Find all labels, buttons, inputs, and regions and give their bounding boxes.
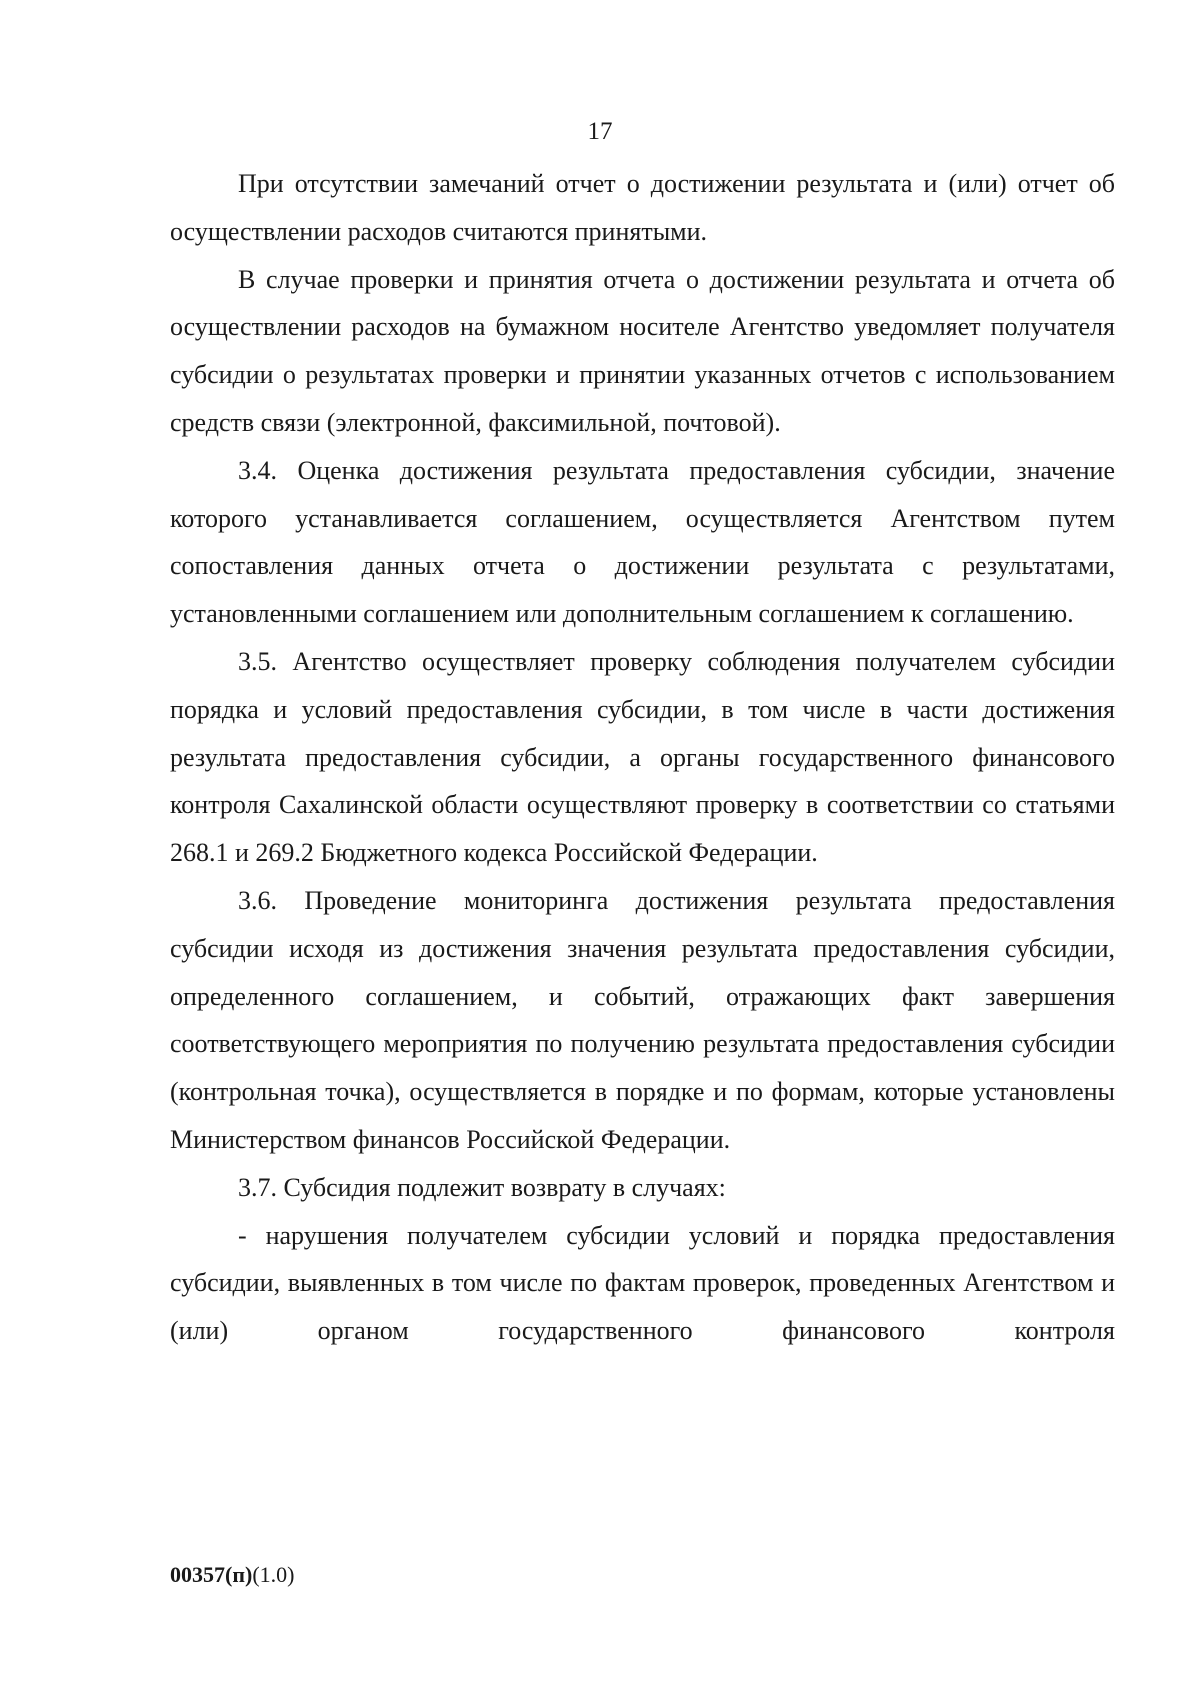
paragraph-3-6: 3.6. Проведение мониторинга достижения результата предоставления субсидии исходя из достижения значения результата предоставления субсидии, определенного соглашением, и событий, отражающих факт завершения соответствующего мероприятия по получению результата предоставления субсидии (контрольная точка), осуществляется в порядке и по формам, которые установлены Министерством финансов Российской Федерации. — [170, 885, 1115, 1154]
document-code-version: (1.0) — [252, 1562, 295, 1587]
paragraph-3-4: 3.4. Оценка достижения результата предоставления субсидии, значение которого устанавливается соглашением, осуществляется Агентством путем сопоставления данных отчета о достижении результата с результатами, установленными соглашением или дополнительным соглашением к соглашению. — [170, 455, 1115, 629]
page-number: 17 — [587, 118, 613, 145]
document-code — [170, 1561, 294, 1589]
document-code-number: 00357(п) — [170, 1562, 253, 1587]
paragraph-3-5: 3.5. Агентство осуществляет проверку соблюдения получателем субсидии порядка и условий предоставления субсидии, в том числе в части достижения результата предоставления субсидии, а органы государственного финансового контроля Сахалинской области осуществляют проверку в соответствии со статьями 268.1 и 269.2 Бюджетного кодекса Российской Федерации. — [170, 646, 1115, 868]
paragraph-paper-reports: В случае проверки и принятия отчета о достижении результата и отчета об осуществлении расходов на бумажном носителе Агентство уведомляет получателя субсидии о результатах проверки и принятии указанных отчетов с использованием средств связи (электронной, факсимильной, почтовой). — [170, 264, 1115, 437]
paragraph-reports-accepted: При отсутствии замечаний отчет о достижении результата и (или) отчет об осуществлении расходов считаются принятыми. — [170, 169, 1115, 246]
document-body — [170, 160, 1115, 1355]
paragraph-3-7: 3.7. Субсидия подлежит возврату в случаях: — [238, 1172, 726, 1202]
paragraph-violation-item: - нарушения получателем субсидии условий и порядка предоставления субсидии, выявленных в том числе по фактам проверок, проведенных Агентством и (или) органом государственного финансового контроля — [170, 1220, 1115, 1346]
